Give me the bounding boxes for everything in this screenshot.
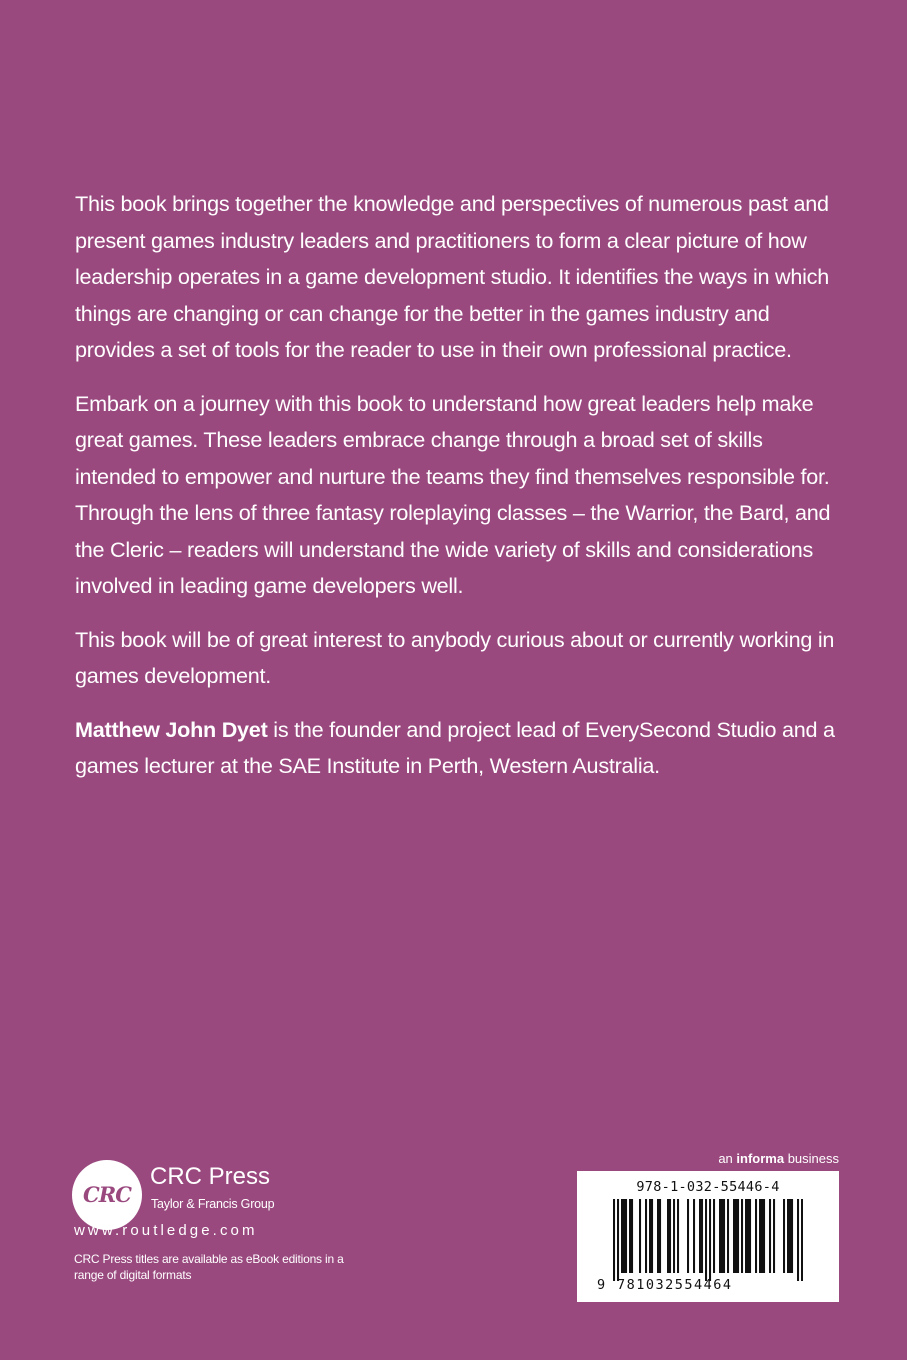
barcode-bar — [673, 1199, 675, 1273]
publisher-website[interactable]: www.routledge.com — [74, 1222, 258, 1239]
barcode-bar — [621, 1199, 623, 1273]
barcode-bar — [617, 1199, 619, 1281]
barcode-bar — [625, 1199, 627, 1273]
barcode-bar — [719, 1199, 721, 1273]
barcode-bar — [677, 1199, 679, 1273]
barcode-bar — [733, 1199, 735, 1273]
blurb — [75, 186, 845, 802]
barcode-bar — [783, 1199, 785, 1273]
author-bio — [75, 712, 845, 785]
barcode-bar — [669, 1199, 671, 1273]
barcode-bar — [721, 1199, 723, 1273]
barcode-bar — [629, 1199, 631, 1273]
barcode-bar — [761, 1199, 763, 1273]
blurb-paragraph-2: Embark on a journey with this book to understand how great leaders help make great games. These leaders embrace change through a broad set of skills intended to empower and nurture the teams they find themselves responsible for. Through the lens of three fantasy roleplaying classes – the Warrior, the Bard, and the Cleric – readers will understand the wide variety of skills and considerations involved in leading game developers well. — [75, 390, 831, 598]
isbn-label: 978-1-032-55446-4 — [636, 1179, 780, 1195]
barcode-bar — [659, 1199, 661, 1273]
barcode-bar — [693, 1199, 695, 1273]
barcode-bar — [773, 1199, 775, 1273]
barcode-bar — [713, 1199, 715, 1273]
barcode-bar — [701, 1199, 703, 1273]
informa-tagline — [718, 1151, 839, 1166]
barcode-bar — [747, 1199, 749, 1273]
isbn-remaining-digits: 781032554464 — [617, 1277, 733, 1293]
barcode-bar — [749, 1199, 751, 1273]
barcode-bar — [727, 1199, 729, 1273]
barcode-bar — [639, 1199, 641, 1273]
informa-brand: informa — [736, 1151, 785, 1166]
barcode-bar — [723, 1199, 725, 1273]
barcode-bar — [789, 1199, 791, 1273]
crc-logo-text: CRC — [83, 1182, 131, 1207]
barcode-bar — [623, 1199, 625, 1273]
author-bio-text: is the founder and project lead of EverySecond Studio and a games lecturer at the SAE Institute in Perth, Western Australia. — [75, 716, 835, 778]
barcode-bar — [741, 1199, 743, 1273]
barcode-bar — [651, 1199, 653, 1273]
barcode — [577, 1171, 839, 1302]
barcode-bar — [769, 1199, 771, 1273]
barcode-bar — [737, 1199, 739, 1273]
crc-logo — [72, 1160, 142, 1230]
barcode-bar — [699, 1199, 701, 1273]
barcode-bar — [649, 1199, 651, 1273]
barcode-bar — [687, 1199, 689, 1273]
barcode-bar — [735, 1199, 737, 1273]
informa-suffix: business — [784, 1151, 839, 1166]
publisher-group: Taylor & Francis Group — [151, 1197, 275, 1211]
barcode-bar — [791, 1199, 793, 1273]
barcode-bar — [631, 1199, 633, 1273]
barcode-bar — [755, 1199, 757, 1273]
barcode-bar — [787, 1199, 789, 1273]
barcode-bar — [763, 1199, 765, 1273]
barcode-bar — [709, 1199, 711, 1281]
blurb-paragraph-1: This book brings together the knowledge and perspectives of numerous past and present games industry leaders and practitioners to form a clear picture of how leadership operates in a game development studio. It identifies the ways in which things are changing or can change for the better in the games industry and provides a set of tools for the reader to use in their own professional practice. — [75, 191, 829, 362]
barcode-bar — [657, 1199, 659, 1273]
barcode-bar — [705, 1199, 707, 1281]
barcode-bar — [797, 1199, 799, 1281]
ebook-note: CRC Press titles are available as eBook editions in a range of digital formats — [74, 1252, 344, 1282]
barcode-bar — [801, 1199, 803, 1281]
barcode-bar — [613, 1199, 615, 1281]
informa-prefix: an — [718, 1151, 737, 1166]
barcode-bar — [759, 1199, 761, 1273]
isbn-first-digit: 9 — [597, 1277, 606, 1293]
barcode-bar — [645, 1199, 647, 1273]
barcode-bars — [613, 1199, 803, 1281]
publisher-name: CRC Press — [150, 1163, 271, 1190]
author-name: Matthew John Dyet — [75, 716, 268, 742]
barcode-bar — [745, 1199, 747, 1273]
blurb-paragraph-3: This book will be of great interest to anybody curious about or currently working in games development. — [75, 626, 835, 688]
barcode-bar — [667, 1199, 669, 1273]
